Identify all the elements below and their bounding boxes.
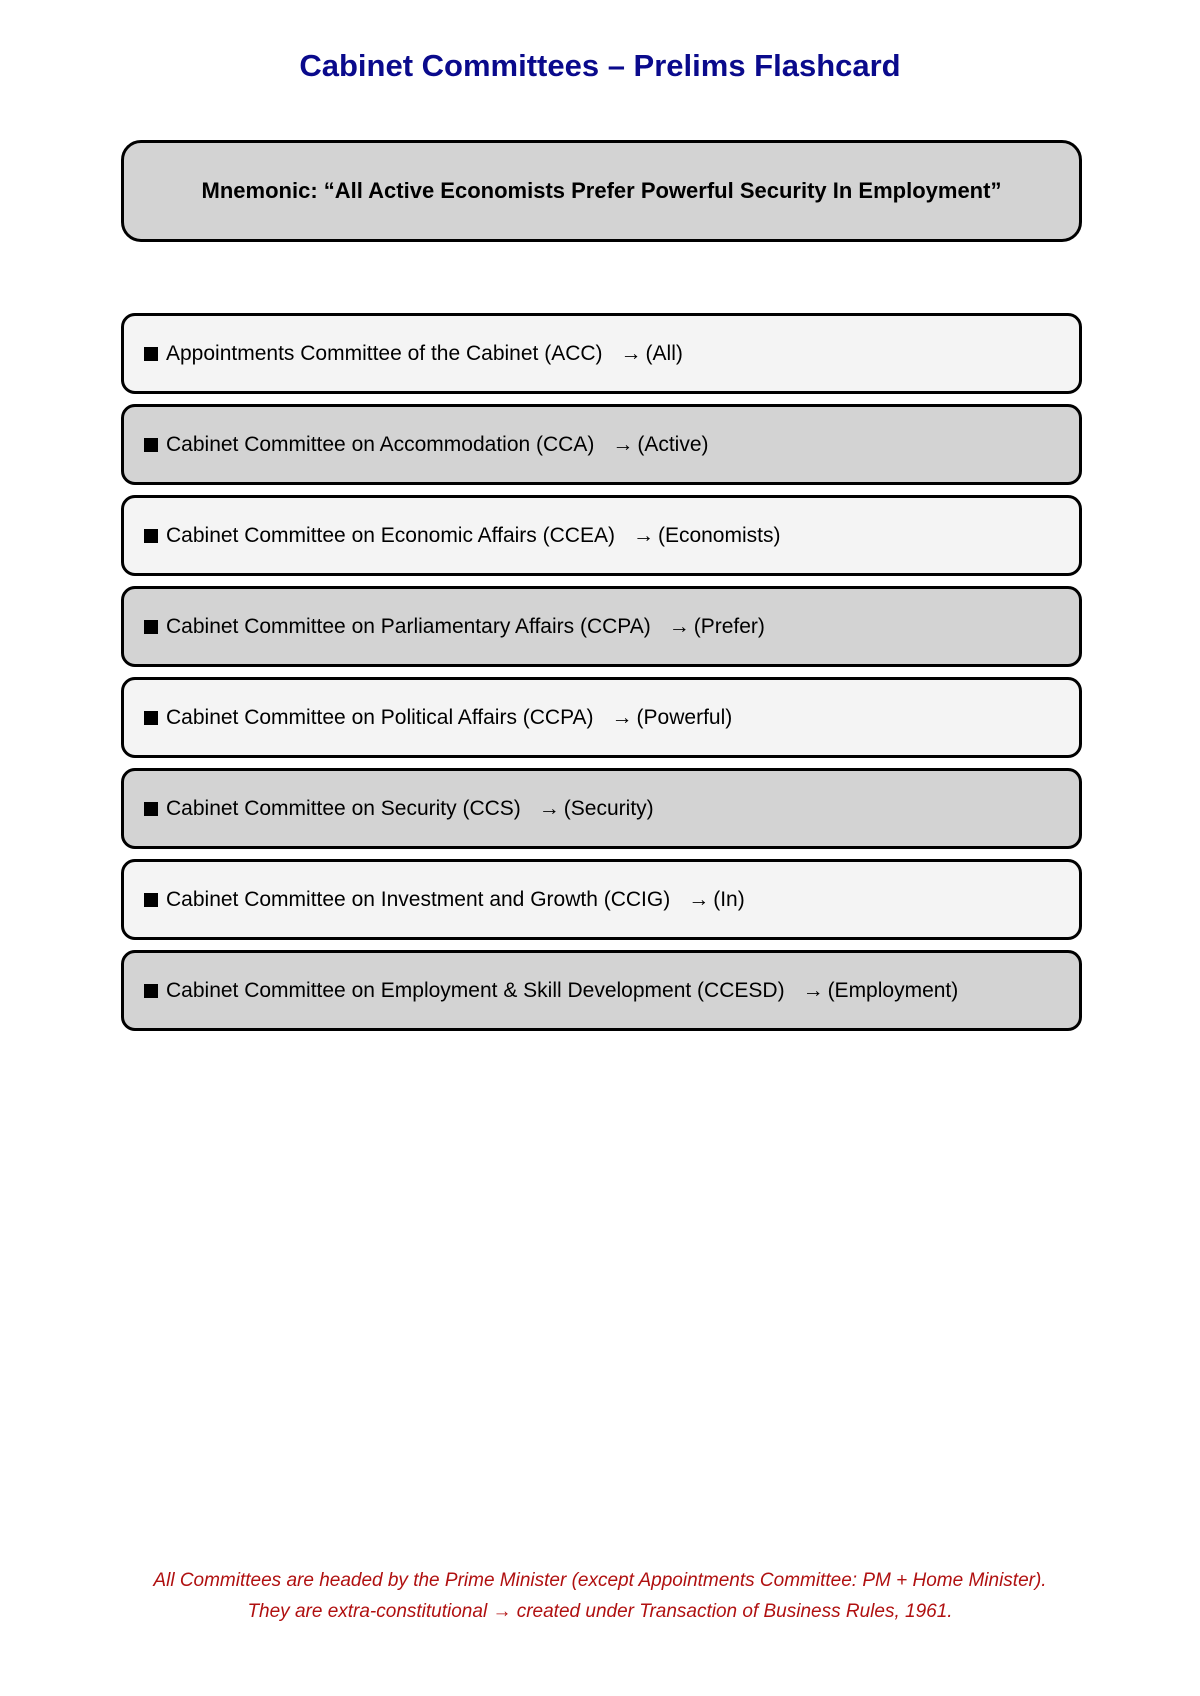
committee-row xyxy=(121,859,1082,940)
committee-row xyxy=(121,404,1082,485)
committee-name: Cabinet Committee on Accommodation (CCA) xyxy=(166,432,595,456)
arrow-icon: → xyxy=(632,523,654,547)
committee-name: Cabinet Committee on Economic Affairs (CCEA) xyxy=(166,523,615,547)
mnemonic-word: (Employment) xyxy=(827,978,959,1002)
committee-row xyxy=(121,677,1082,758)
square-bullet-icon xyxy=(144,347,158,361)
square-bullet-icon xyxy=(144,438,158,452)
committee-row xyxy=(121,950,1082,1031)
mnemonic-box xyxy=(121,140,1082,242)
committee-row xyxy=(121,586,1082,667)
mnemonic-word: (Powerful) xyxy=(636,705,733,729)
committee-row xyxy=(121,768,1082,849)
arrow-icon: → xyxy=(688,887,710,911)
square-bullet-icon xyxy=(144,802,158,816)
committee-name: Cabinet Committee on Employment & Skill Development (CCESD) xyxy=(166,978,785,1002)
committee-list xyxy=(121,313,1082,1041)
square-bullet-icon xyxy=(144,529,158,543)
mnemonic-text: Mnemonic: “All Active Economists Prefer Powerful Security In Employment” xyxy=(201,178,1002,203)
committee-name: Cabinet Committee on Security (CCS) xyxy=(166,796,521,820)
committee-row xyxy=(121,495,1082,576)
square-bullet-icon xyxy=(144,893,158,907)
mnemonic-word: (In) xyxy=(713,887,745,911)
committee-name: Cabinet Committee on Investment and Growth (CCIG) xyxy=(166,887,671,911)
mnemonic-word: (Active) xyxy=(637,432,709,456)
footer-note xyxy=(0,1565,1200,1627)
square-bullet-icon xyxy=(144,620,158,634)
committee-row xyxy=(121,313,1082,394)
arrow-icon: → xyxy=(612,432,634,456)
square-bullet-icon xyxy=(144,711,158,725)
arrow-icon: → xyxy=(668,614,690,638)
mnemonic-word: (Security) xyxy=(563,796,654,820)
committee-name: Cabinet Committee on Political Affairs (CCPA) xyxy=(166,705,594,729)
square-bullet-icon xyxy=(144,984,158,998)
arrow-icon: → xyxy=(802,978,824,1002)
page-title: Cabinet Committees – Prelims Flashcard xyxy=(299,48,901,83)
mnemonic-word: (All) xyxy=(645,341,683,365)
footer-line-1: All Committees are headed by the Prime Minister (except Appointments Committee: PM + Home Minister). xyxy=(153,1570,1047,1591)
arrow-icon: → xyxy=(611,705,633,729)
arrow-icon: → xyxy=(538,796,560,820)
arrow-icon: → xyxy=(620,341,642,365)
committee-name: Appointments Committee of the Cabinet (ACC) xyxy=(166,341,603,365)
mnemonic-word: (Prefer) xyxy=(693,614,765,638)
footer-line-2: They are extra-constitutional → created under Transaction of Business Rules, 1961. xyxy=(247,1601,953,1622)
mnemonic-word: (Economists) xyxy=(657,523,781,547)
committee-name: Cabinet Committee on Parliamentary Affairs (CCPA) xyxy=(166,614,651,638)
